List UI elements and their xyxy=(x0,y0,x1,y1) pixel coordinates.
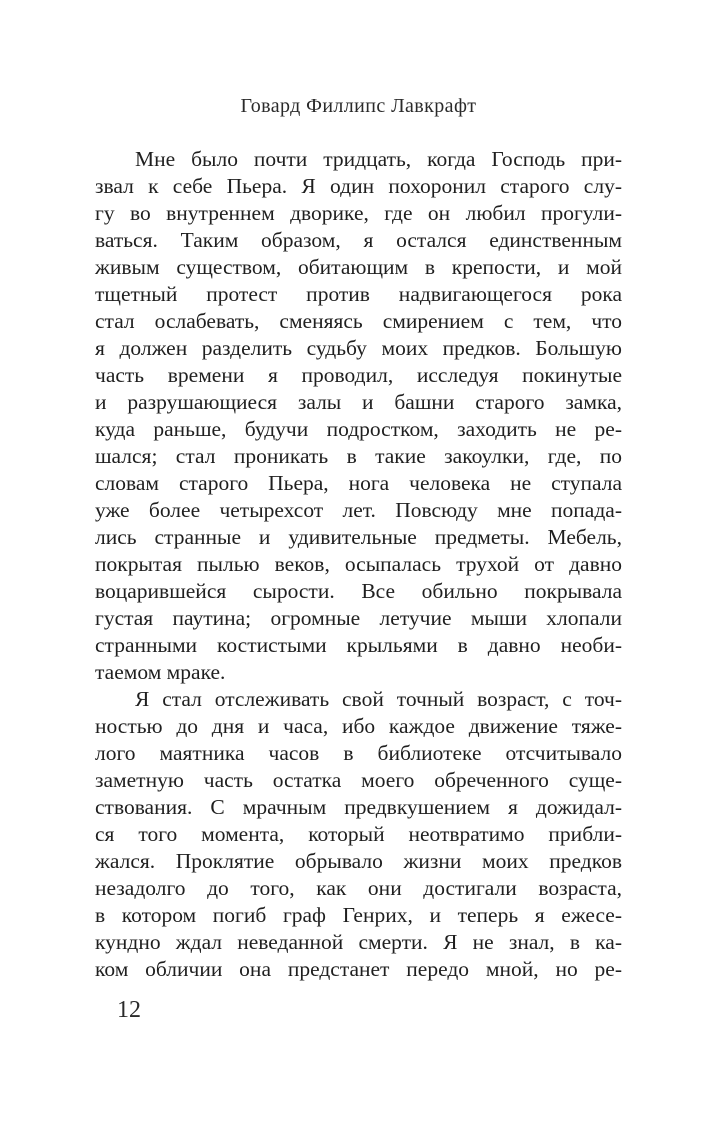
text-line: незадолго до того, как они достигали возраста, xyxy=(95,876,622,900)
text-line: в котором погиб граф Генрих, и теперь я ежесе- xyxy=(95,903,622,927)
text-line: Мне было почти тридцать, когда Господь при- xyxy=(135,147,622,171)
running-header: Говард Филлипс Лавкрафт xyxy=(240,95,477,117)
text-line: ствования. С мрачным предвкушением я дожидал- xyxy=(95,795,622,819)
text-line: лого маятника часов в библиотеке отсчитывало xyxy=(95,741,622,765)
text-line: лись странные и удивительные предметы. Мебель, xyxy=(95,525,622,549)
paragraph xyxy=(95,146,622,686)
text-line: тщетный протест против надвигающегося рока xyxy=(95,282,622,306)
text-line: уже более четырехсот лет. Повсюду мне попада- xyxy=(95,498,622,522)
text-line: Я стал отслеживать свой точный возраст, с точ- xyxy=(135,687,622,711)
text-line: куда раньше, будучи подростком, заходить не ре- xyxy=(95,417,622,441)
text-block xyxy=(95,146,622,983)
text-line: стал ослабевать, сменяясь смирением с тем, что xyxy=(95,309,622,333)
text-line: ваться. Таким образом, я остался единственным xyxy=(95,228,622,252)
text-line: странными костистыми крыльями в давно необи- xyxy=(95,633,622,657)
text-line: жался. Проклятие обрывало жизни моих предков xyxy=(95,849,622,873)
text-line: звал к себе Пьера. Я один похоронил старого слу- xyxy=(95,174,622,198)
text-line: воцарившейся сырости. Все обильно покрывала xyxy=(95,579,622,603)
text-line: и разрушающиеся залы и башни старого замка, xyxy=(95,390,622,414)
text-line: живым существом, обитающим в крепости, и мой xyxy=(95,255,622,279)
text-line: гу во внутреннем дворике, где он любил прогули- xyxy=(95,201,622,225)
text-line: покрытая пылью веков, осыпалась трухой от давно xyxy=(95,552,622,576)
paragraph xyxy=(95,686,622,983)
text-line: шался; стал проникать в такие закоулки, где, по xyxy=(95,444,622,468)
text-line: ностью до дня и часа, ибо каждое движение тяже- xyxy=(95,714,622,738)
text-line: словам старого Пьера, нога человека не ступала xyxy=(95,471,622,495)
text-line: я должен разделить судьбу моих предков. Большую xyxy=(95,336,622,360)
text-line: часть времени я проводил, исследуя покинутые xyxy=(95,363,622,387)
text-line: густая паутина; огромные летучие мыши хлопали xyxy=(95,606,622,630)
text-line: ся того момента, который неотвратимо прибли- xyxy=(95,822,622,846)
page-number: 12 xyxy=(117,997,141,1023)
text-line: заметную часть остатка моего обреченного суще- xyxy=(95,768,622,792)
text-line: кундно ждал неведанной смерти. Я не знал, в ка- xyxy=(95,930,622,954)
text-line: ком обличии она предстанет передо мной, но ре- xyxy=(95,957,622,981)
text-line: таемом мраке. xyxy=(95,660,226,684)
